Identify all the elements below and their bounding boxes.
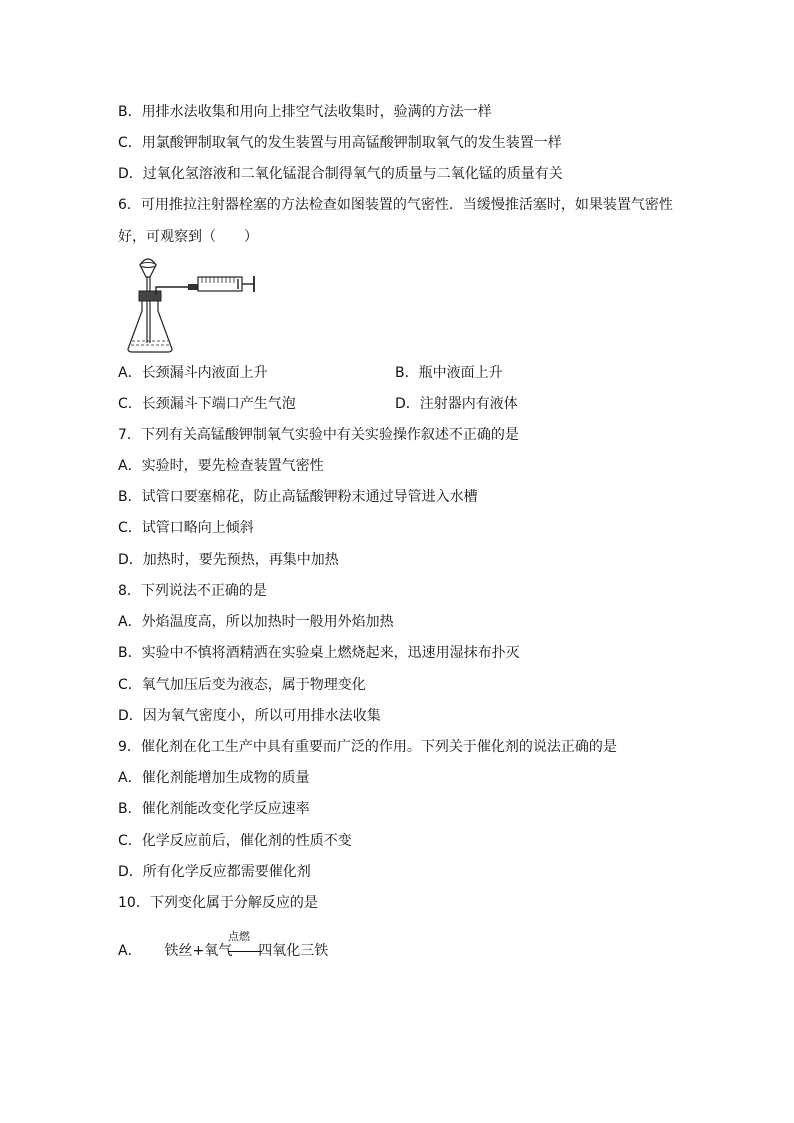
q7-stem: 7．下列有关高锰酸钾制氧气实验中有关实验操作叙述不正确的是 <box>118 427 519 443</box>
apparatus-illustration <box>126 255 266 355</box>
q10-option-a-condition: 点燃 <box>228 930 250 943</box>
q8-option-c: C．氧气加压后变为液态，属于物理变化 <box>118 677 366 693</box>
q10-stem: 10．下列变化属于分解反应的是 <box>118 895 318 911</box>
q9-option-c: C．化学反应前后，催化剂的性质不变 <box>118 833 352 849</box>
q8-option-d: D．因为氧气密度小，所以可用排水法收集 <box>118 708 381 724</box>
q7-option-a: A．实验时，要先检查装置气密性 <box>118 458 324 474</box>
q8-option-b: B．实验中不慎将酒精洒在实验桌上燃烧起来，迅速用湿抹布扑灭 <box>118 645 520 661</box>
q5-option-d: D．过氧化氢溶液和二氧化锰混合制得氧气的质量与二氧化锰的质量有关 <box>118 166 563 182</box>
q6-stem-line1: 6．可用推拉注射器栓塞的方法检查如图装置的气密性．当缓慢推活塞时，如果装置气密性 <box>118 197 673 213</box>
q10-option-a <box>118 930 329 960</box>
q9-stem: 9．催化剂在化工生产中具有重要而广泛的作用。下列关于催化剂的说法正确的是 <box>118 739 617 755</box>
q5-option-c: C．用氯酸钾制取氧气的发生装置与用高锰酸钾制取氧气的发生装置一样 <box>118 135 562 151</box>
q6-option-b: B．瓶中液面上升 <box>395 365 503 381</box>
flask-syringe-apparatus-figure <box>126 255 266 355</box>
q5-option-b: B．用排水法收集和用向上排空气法收集时，验满的方法一样 <box>118 104 492 120</box>
q6-option-d: D．注射器内有液体 <box>395 396 518 412</box>
q9-option-a: A．催化剂能增加生成物的质量 <box>118 770 310 786</box>
q6-option-a: A．长颈漏斗内液面上升 <box>118 365 268 381</box>
q7-option-b: B．试管口要塞棉花，防止高锰酸钾粉末通过导管进入水槽 <box>118 489 478 505</box>
q10-option-a-label: A． <box>118 943 142 959</box>
q6-stem-line2: 好，可观察到（ ） <box>118 229 258 245</box>
q8-stem: 8．下列说法不正确的是 <box>118 583 267 599</box>
q9-option-d: D．所有化学反应都需要催化剂 <box>118 864 311 880</box>
q8-option-a: A．外焰温度高，所以加热时一般用外焰加热 <box>118 614 394 630</box>
q10-option-a-products: 四氧化三铁 <box>258 943 329 959</box>
q9-option-b: B．催化剂能改变化学反应速率 <box>118 801 310 817</box>
q7-option-d: D．加热时，要先预热，再集中加热 <box>118 552 339 568</box>
q10-option-a-reactants: 铁丝+氧气 <box>164 943 233 959</box>
q7-option-c: C．试管口略向上倾斜 <box>118 520 254 536</box>
q6-option-c: C．长颈漏斗下端口产生气泡 <box>118 396 296 412</box>
